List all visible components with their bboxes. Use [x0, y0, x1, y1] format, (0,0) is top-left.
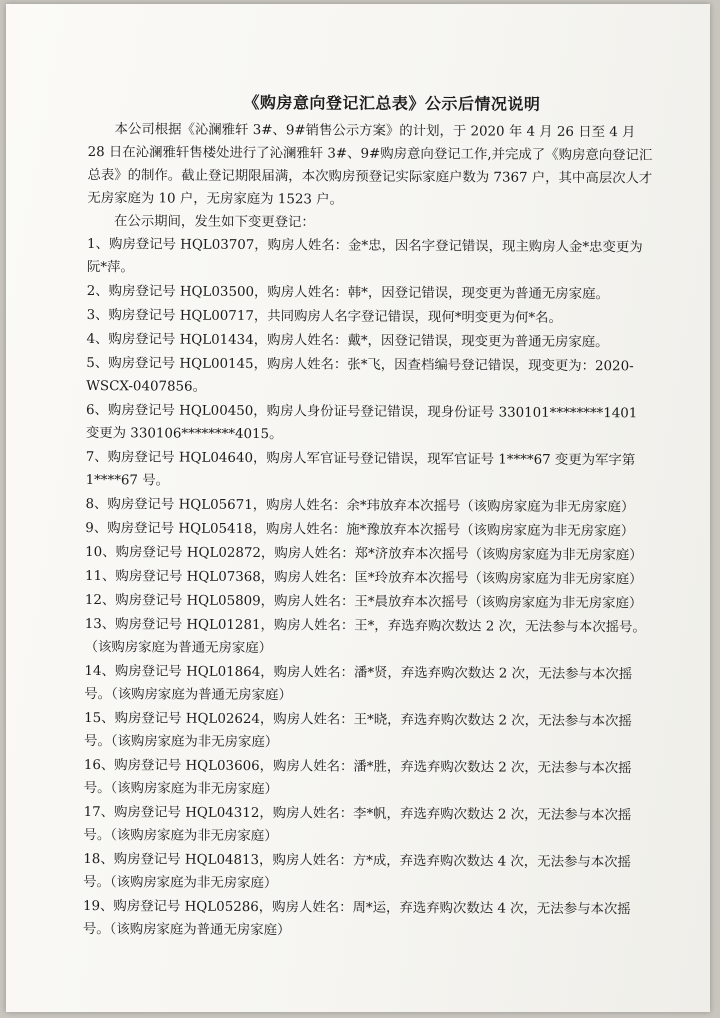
- intro-paragraph: 本公司根据《沁澜雅轩 3#、9#销售公示方案》的计划，于 2020 年 4 月 26 日至 4 月 28 日在沁澜雅轩售楼处进行了沁澜雅轩 3#、9#购房意向登记工作,并完成了《购房意向登记汇总表》的制作。截止登记期限届满，本次购房预登记实际家庭户数为 7367 户，其中高层次人才无房家庭为 10 户，无房家庭为 1523 户。: [87, 122, 653, 208]
- changes-lead: 在公示期间，发生如下变更登记：: [113, 214, 315, 231]
- change-item-12: 12、购房登记号 HQL05809，购房人姓名：王*晨放弃本次摇号（该购房家庭为非无房家庭）: [84, 592, 643, 612]
- change-item-3: 3、购房登记号 HQL00717，共同购房人名字登记错误，现何*明变更为何*名。: [86, 307, 562, 326]
- change-item-15: 15、购房登记号 HQL02624，购房人姓名：王*晓，弃选弃购次数达 2 次，无法参与本次摇号。（该购房家庭为非无房家庭）: [83, 710, 632, 751]
- change-item-8: 8、购房登记号 HQL05671，购房人姓名：余*玮放弃本次摇号（该购房家庭为非无房家庭）: [85, 496, 635, 516]
- change-item-11: 11、购房登记号 HQL07368，购房人姓名：匡*玲放弃本次摇号（该购房家庭为非无房家庭）: [84, 568, 643, 588]
- change-item-19: 19、购房登记号 HQL05286，购房人姓名：周*运，弃选弃购次数达 4 次，无法参与本次摇号。（该购房家庭为普通无房家庭）: [82, 898, 631, 939]
- document-body: [83, 90, 656, 945]
- change-item-9: 9、购房登记号 HQL05418，购房人姓名：施*豫放弃本次摇号（该购房家庭为非无房家庭）: [85, 520, 635, 540]
- change-item-1: 1、购房登记号 HQL03707，购房人姓名：金*忠，因名字登记错误，现主购房人金*忠变更为阮*萍。: [86, 236, 643, 276]
- change-item-16: 16、购房登记号 HQL03606，购房人姓名：潘*胜，弃选弃购次数达 2 次，无法参与本次摇号。（该购房家庭为非无房家庭）: [83, 757, 632, 798]
- change-item-2: 2、购房登记号 HQL03500，购房人姓名：韩*，因登记错误，现变更为普通无房家庭。: [86, 283, 609, 303]
- change-item-17: 17、购房登记号 HQL04312，购房人姓名：李*帆，弃选弃购次数达 2 次，无法参与本次摇号。（该购房家庭为非无房家庭）: [83, 804, 632, 845]
- change-item-7: 7、购房登记号 HQL04640，购房人军官证号登记错误，现军官证号 1****67 变更为军字第1****67 号。: [85, 449, 636, 489]
- change-item-6: 6、购房登记号 HQL00450，购房人身份证号登记错误，现身份证号 330101********1401 变更为 330106********4015。: [85, 402, 638, 443]
- change-item-10: 10、购房登记号 HQL02872，购房人姓名：郑*济放弃本次摇号（该购房家庭为非无房家庭）: [85, 544, 643, 564]
- document-title: 《购房意向登记汇总表》公示后情况说明: [243, 92, 541, 114]
- change-item-14: 14、购房登记号 HQL01864，购房人姓名：潘*贤，弃选弃购次数达 2 次，无法参与本次摇号。（该购房家庭为普通无房家庭）: [84, 663, 633, 704]
- change-item-5: 5、购房登记号 HQL00145，购房人姓名：张*飞，因查档编号登记错误，现变更为：2020-WSCX-0407856。: [86, 355, 634, 395]
- change-list: [83, 233, 655, 944]
- change-item-18: 18、购房登记号 HQL04813，购房人姓名：方*成，弃选弃购次数达 4 次，无法参与本次摇号。（该购房家庭为非无房家庭）: [83, 851, 632, 892]
- document-page: [6, 4, 710, 1012]
- change-item-13: 13、购房登记号 HQL01281，购房人姓名：王*，弃选弃购次数达 2 次，无法参与本次摇号。（该购房家庭为普通无房家庭）: [84, 616, 646, 657]
- change-item-4: 4、购房登记号 HQL01434，购房人姓名：戴*，因登记错误，现变更为普通无房家庭。: [86, 331, 609, 351]
